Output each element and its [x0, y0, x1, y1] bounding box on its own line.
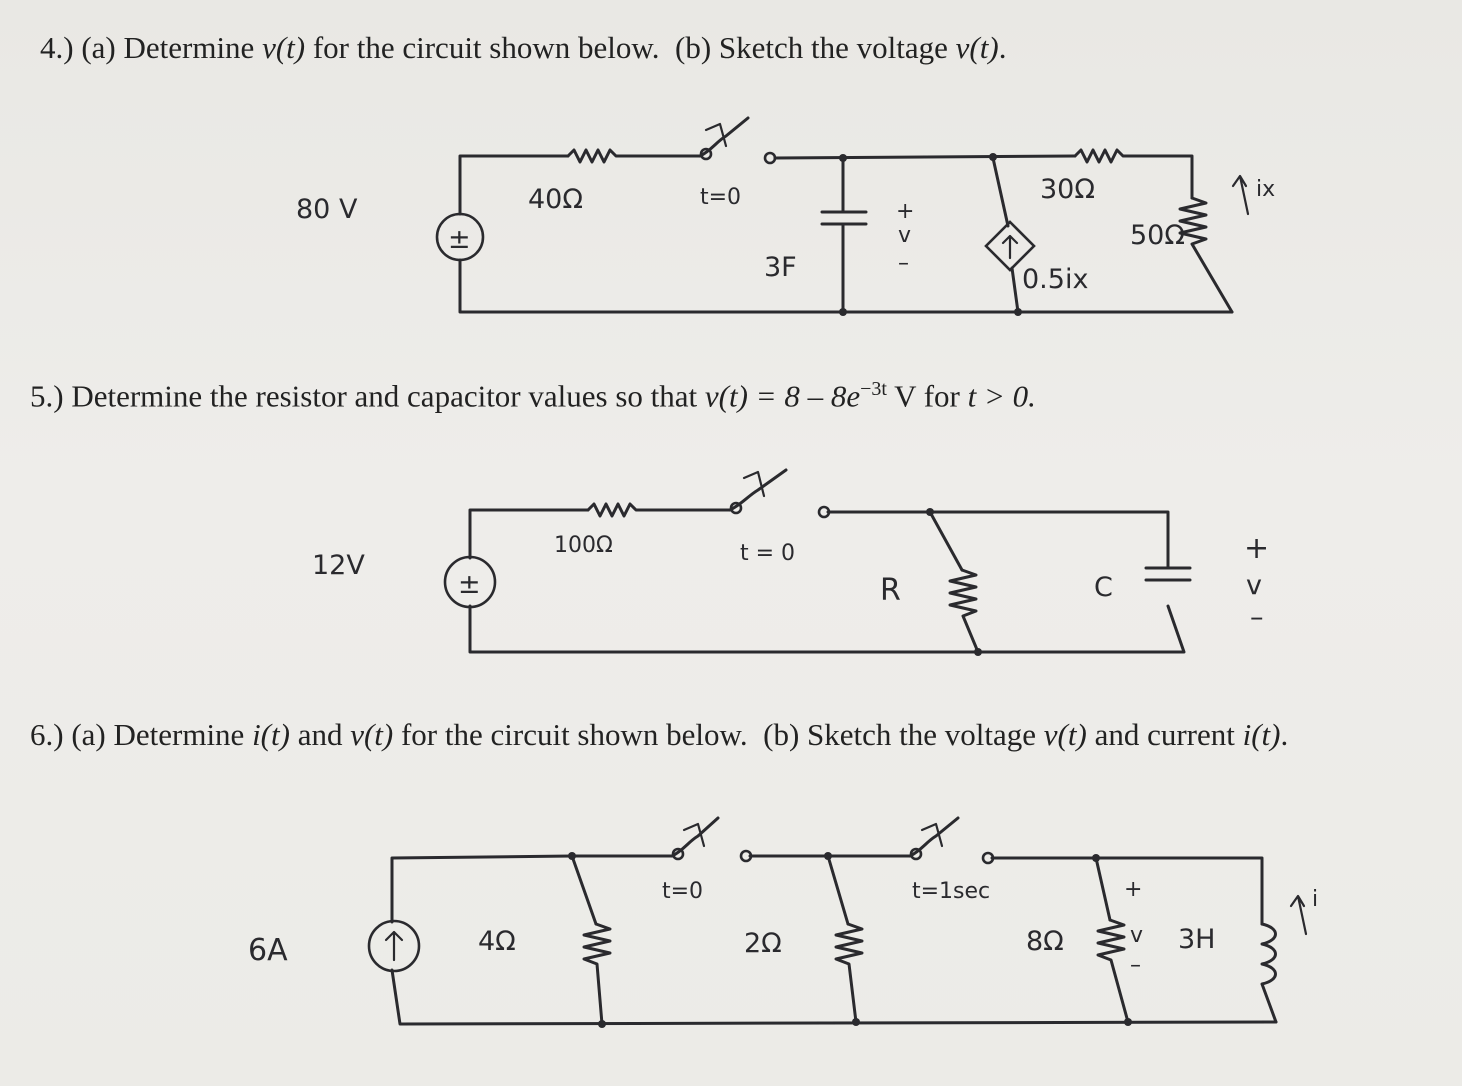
- conjunction: and: [297, 717, 343, 752]
- part-a-text: Determine: [123, 30, 255, 65]
- equation-unit: V for: [894, 378, 960, 414]
- voltage-minus: –: [898, 251, 909, 276]
- node: [989, 153, 997, 161]
- current-source-icon: [369, 921, 419, 971]
- problem-5-statement: [30, 378, 1036, 414]
- problem-6-statement: [30, 717, 1288, 753]
- circuit-4-wires: [460, 150, 1232, 312]
- switch-time-label: t=0: [700, 185, 742, 210]
- variable-i-t: i(t): [252, 717, 290, 752]
- part-b-text: Sketch the voltage: [718, 30, 948, 65]
- current-arrow-icon: [1291, 896, 1306, 934]
- circuit-4-diagram: [0, 110, 1462, 340]
- node: [1014, 308, 1022, 316]
- switch-t1sec: [910, 818, 993, 863]
- part-label: (b): [675, 30, 712, 65]
- resistor-40-label: 40Ω: [528, 184, 583, 215]
- resistor-30-label: 30Ω: [1040, 174, 1095, 205]
- part-a-text: Determine: [113, 717, 245, 752]
- current-i-label: i: [1312, 887, 1319, 912]
- conjunction: and current: [1094, 717, 1235, 752]
- voltage-plus: +: [896, 199, 915, 224]
- capacitor-3f-label: 3F: [764, 252, 797, 283]
- switch-t0: [730, 470, 829, 517]
- variable-v-t: v(t): [350, 717, 394, 752]
- voltage-source-symbol: ±: [458, 569, 481, 600]
- equation: v(t) = 8 – 8e: [704, 378, 861, 414]
- node: [974, 648, 982, 656]
- resistor-4-label: 4Ω: [478, 926, 516, 957]
- period: .: [1280, 717, 1289, 752]
- circuit-6-wires: [392, 856, 1276, 1024]
- part-label: (b): [763, 717, 800, 752]
- node: [839, 308, 847, 316]
- variable-v-t: v(t): [955, 30, 999, 65]
- part-a-rest: for the circuit shown below.: [312, 30, 660, 65]
- part-a-rest: for the circuit shown below.: [400, 717, 748, 752]
- voltage-var: v: [1246, 570, 1262, 601]
- equation-exponent: −3t: [860, 378, 887, 400]
- switch-t0: [700, 118, 775, 163]
- problem-number: 6.): [30, 717, 64, 752]
- voltage-minus: –: [1130, 953, 1141, 978]
- dependent-current-source-icon: [986, 222, 1034, 270]
- node: [926, 508, 934, 516]
- voltage-source-symbol: ±: [448, 224, 471, 255]
- node: [568, 852, 576, 860]
- problem-number: 5.): [30, 378, 64, 414]
- switch-t0: [672, 818, 751, 861]
- variable-v-t: v(t): [262, 30, 306, 65]
- current-arrow-icon: [1233, 176, 1248, 214]
- problem-4-statement: [40, 30, 1006, 66]
- part-b-text: Sketch the voltage: [807, 717, 1037, 752]
- node: [839, 154, 847, 162]
- current-ix-label: ix: [1256, 177, 1276, 202]
- voltage-source-icon: [437, 214, 483, 260]
- resistor-50-label: 50Ω: [1130, 220, 1185, 251]
- circuit-5-diagram: [0, 460, 1462, 690]
- time-condition: t > 0.: [967, 378, 1036, 414]
- capacitor-c-label: C: [1094, 572, 1113, 603]
- resistor-r-label: R: [880, 573, 901, 608]
- switch-time-label: t = 0: [740, 541, 796, 566]
- switch-time-label: t=1sec: [912, 879, 991, 904]
- problem-text: Determine the resistor and capacitor values so that: [71, 378, 698, 414]
- source-80v-label: 80 V: [296, 194, 358, 225]
- source-12v-label: 12V: [312, 550, 365, 581]
- voltage-plus: +: [1244, 531, 1270, 566]
- voltage-plus: +: [1124, 877, 1143, 902]
- node: [1124, 1018, 1132, 1026]
- dependent-source-label: 0.5ix: [1022, 264, 1089, 295]
- period: .: [998, 30, 1007, 65]
- node: [824, 852, 832, 860]
- circuit-5-wires: [470, 504, 1190, 652]
- variable-v-t: v(t): [1043, 717, 1087, 752]
- variable-i-t: i(t): [1242, 717, 1281, 752]
- switch-time-label: t=0: [662, 879, 704, 904]
- circuit-6-diagram: [0, 800, 1462, 1040]
- inductor-3h-label: 3H: [1178, 924, 1216, 955]
- part-label: (a): [71, 717, 106, 752]
- problem-number: 4.): [40, 30, 74, 65]
- voltage-var: v: [1130, 923, 1144, 948]
- source-6a-label: 6A: [248, 933, 288, 968]
- voltage-source-icon: [445, 557, 495, 607]
- resistor-8-label: 8Ω: [1026, 926, 1064, 957]
- resistor-100-label: 100Ω: [554, 533, 613, 558]
- node: [852, 1018, 860, 1026]
- node: [1092, 854, 1100, 862]
- node: [598, 1020, 606, 1028]
- voltage-var: v: [898, 223, 912, 248]
- part-label: (a): [81, 30, 116, 65]
- voltage-minus: –: [1250, 602, 1264, 633]
- resistor-2-label: 2Ω: [744, 928, 782, 959]
